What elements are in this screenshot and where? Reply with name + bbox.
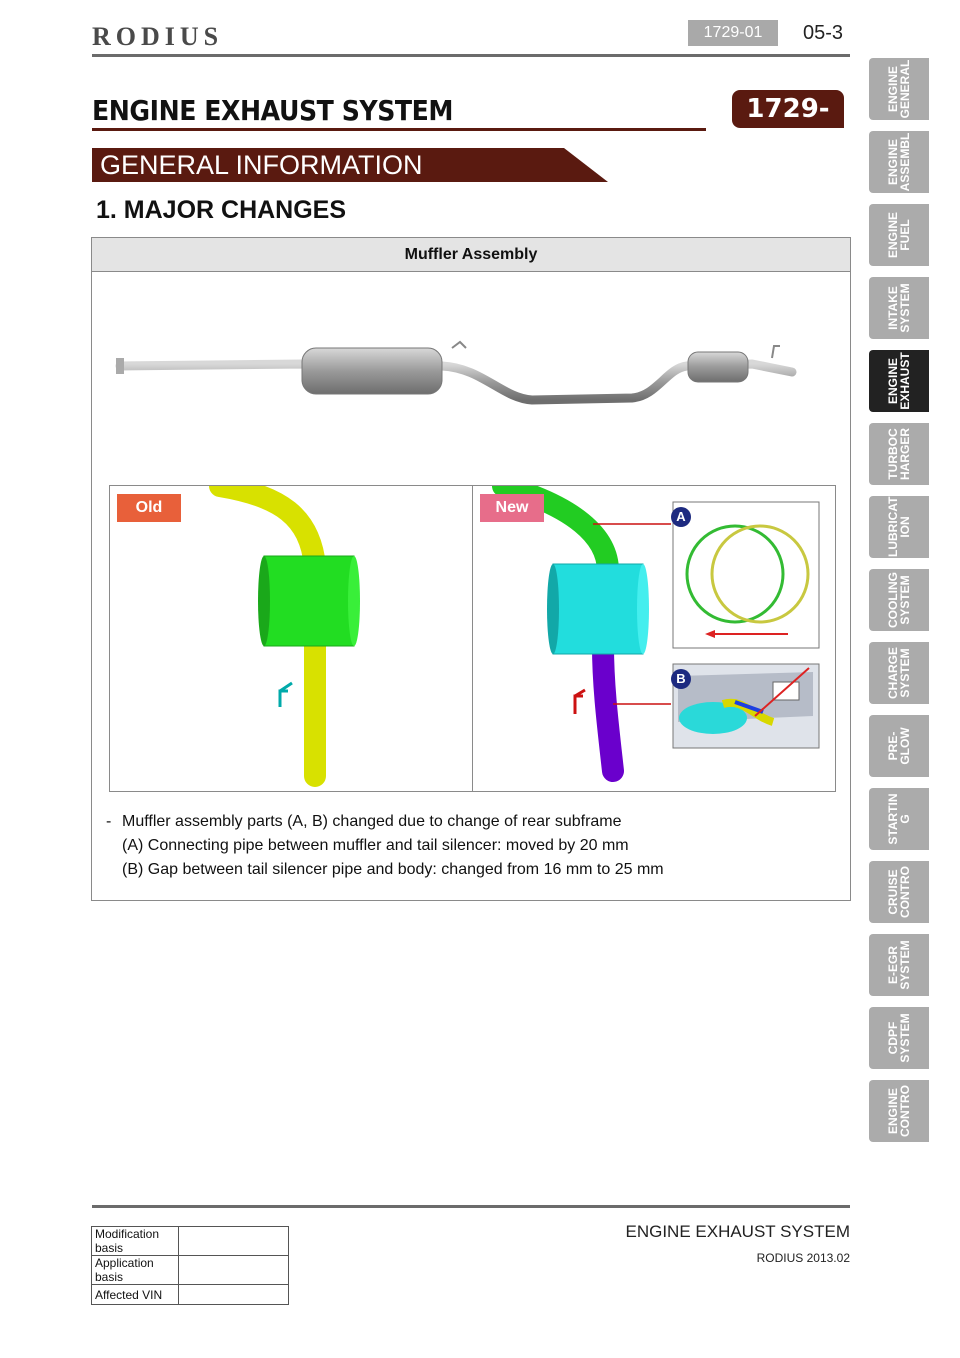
side-tab-label: PRE- GLOW <box>886 727 912 765</box>
side-tab-pre-glow[interactable] <box>869 715 929 777</box>
new-layout-image <box>473 486 835 791</box>
side-tab-engine-control[interactable] <box>869 1080 929 1142</box>
side-tab-label: TURBOC HARGER <box>886 428 912 481</box>
side-tab-cdpf-system[interactable] <box>869 1007 929 1069</box>
new-label: New <box>480 494 544 522</box>
table-cell-key: Affected VIN <box>92 1285 179 1305</box>
description-line-3: (B) Gap between tail silencer pipe and body: changed from 16 mm to 25 mm <box>122 861 664 878</box>
table-row <box>92 1256 289 1285</box>
side-tab-cruise-control[interactable] <box>869 861 929 923</box>
side-tab-label: ENGINE EXHAUST <box>886 352 912 410</box>
section-code-label: 1729-01 <box>688 20 778 46</box>
bottom-divider <box>92 1205 850 1208</box>
side-tab-e-egr-system[interactable] <box>869 934 929 996</box>
side-tab-charge-system[interactable] <box>869 642 929 704</box>
side-tab-label: COOLING SYSTEM <box>886 572 912 628</box>
old-layout-image <box>110 486 472 791</box>
side-tab-label: CHARGE SYSTEM <box>886 647 912 700</box>
footer-model-date: RODIUS 2013.02 <box>756 1251 850 1265</box>
callout-a: A <box>671 507 691 527</box>
old-label: Old <box>117 494 181 522</box>
table-row <box>92 1227 289 1256</box>
box-title: Muffler Assembly <box>92 238 850 272</box>
side-tab-intake-system[interactable] <box>869 277 929 339</box>
table-cell-key: Modification basis <box>92 1227 179 1256</box>
section-banner-text: GENERAL INFORMATION <box>100 150 423 180</box>
side-tab-lubrication[interactable] <box>869 496 929 558</box>
description-line-2: (A) Connecting pipe between muffler and tail silencer: moved by 20 mm <box>122 837 629 854</box>
side-tab-engine-exhaust[interactable] <box>869 350 929 412</box>
table-cell-value <box>179 1256 289 1285</box>
bullet-dash: - <box>106 813 112 830</box>
table-cell-value <box>179 1285 289 1305</box>
side-tab-label: ENGINE GENERAL <box>886 59 912 119</box>
title-underline <box>92 128 706 131</box>
side-tab-cooling-system[interactable] <box>869 569 929 631</box>
chapter-title: ENGINE EXHAUST SYSTEM <box>92 94 454 127</box>
chapter-code-badge: 1729-01 <box>732 90 844 128</box>
page-number: 05-3 <box>803 22 844 44</box>
side-tab-label: INTAKE SYSTEM <box>886 283 912 333</box>
top-divider <box>92 54 850 57</box>
description-line-1: Muffler assembly parts (A, B) changed due to change of rear subframe <box>122 813 622 830</box>
brand-logo: RODIUS <box>92 22 224 51</box>
side-tab-label: ENGINE FUEL <box>886 212 912 259</box>
section-banner <box>92 148 612 182</box>
side-tab-label: STARTIN G <box>886 793 912 845</box>
table-cell-key: Application basis <box>92 1256 179 1285</box>
side-tab-engine-assembly[interactable] <box>869 131 929 193</box>
comparison-panel <box>109 485 836 792</box>
side-tab-turbocharger[interactable] <box>869 423 929 485</box>
revision-table <box>91 1226 289 1305</box>
table-row <box>92 1285 289 1305</box>
callout-b: B <box>671 669 691 689</box>
side-tab-starting[interactable] <box>869 788 929 850</box>
side-tab-label: E-EGR SYSTEM <box>886 940 912 990</box>
footer-chapter-title: ENGINE EXHAUST SYSTEM <box>625 1222 850 1241</box>
major-changes-heading: 1. MAJOR CHANGES <box>96 196 347 224</box>
muffler-assembly-box <box>91 237 851 901</box>
side-tab-label: ENGINE ASSEMBL <box>886 132 912 192</box>
table-cell-value <box>179 1227 289 1256</box>
side-tab-label: CDPF SYSTEM <box>886 1013 912 1063</box>
side-tab-engine-general[interactable] <box>869 58 929 120</box>
side-tab-label: LUBRICAT ION <box>886 496 912 557</box>
side-tab-label: CRUISE CONTRO <box>886 866 912 918</box>
side-tab-engine-fuel[interactable] <box>869 204 929 266</box>
side-tab-label: ENGINE CONTRO <box>886 1085 912 1137</box>
muffler-assembly-image <box>112 338 812 448</box>
